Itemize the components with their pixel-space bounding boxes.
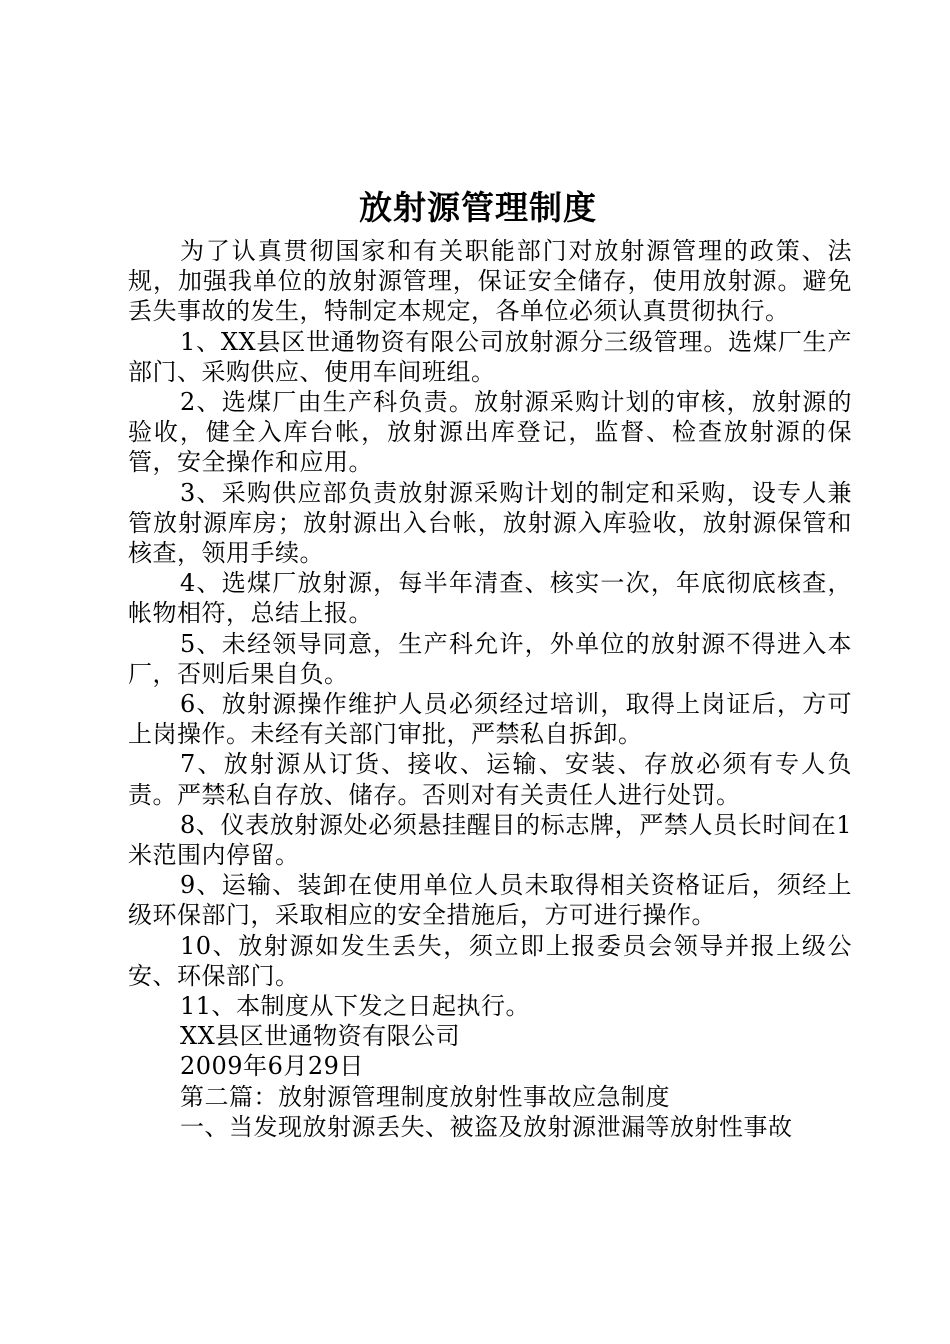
rule-paragraph-2: 2、选煤厂由生产科负责。放射源采购计划的审核，放射源的验收，健全入库台帐，放射源出库登记，监督、检查放射源的保管，安全操作和应用。: [128, 388, 852, 477]
company-signature: XX县区世通物资有限公司: [180, 1022, 461, 1051]
rule-paragraph-5: 5、未经领导同意，生产科允许，外单位的放射源不得进入本厂，否则后果自负。: [128, 629, 852, 688]
rule-paragraph-11: 11、本制度从下发之日起执行。: [180, 992, 531, 1021]
intro-paragraph: 为了认真贯彻国家和有关职能部门对放射源管理的政策、法规，加强我单位的放射源管理，保证安全储存，使用放射源。避免丢失事故的发生，特制定本规定，各单位必须认真贯彻执行。: [128, 237, 852, 326]
rule-paragraph-7: 7、放射源从订货、接收、运输、安装、存放必须有专人负责。严禁私自存放、储存。否则对有关责任人进行处罚。: [128, 750, 852, 809]
rule-paragraph-10: 10、放射源如发生丢失，须立即上报委员会领导并报上级公安、环保部门。: [128, 931, 852, 990]
rule-paragraph-6: 6、放射源操作维护人员必须经过培训，取得上岗证后，方可上岗操作。未经有关部门审批，严禁私自拆卸。: [128, 690, 852, 749]
rule-paragraph-1: 1、XX县区世通物资有限公司放射源分三级管理。选煤厂生产部门、采购供应、使用车间班组。: [128, 327, 852, 386]
rule-paragraph-8: 8、仪表放射源处必须悬挂醒目的标志牌，严禁人员长时间在1米范围内停留。: [128, 810, 852, 870]
issue-date: 2009年6月29日: [180, 1052, 364, 1081]
rule-paragraph-3: 3、采购供应部负责放射源采购计划的制定和采购，设专人兼管放射源库房；放射源出入台帐，放射源入库验收，放射源保管和核查，领用手续。: [128, 478, 852, 568]
part-two-first-line: 一、当发现放射源丢失、被盗及放射源泄漏等放射性事故: [180, 1112, 793, 1141]
part-two-heading: 第二篇：放射源管理制度放射性事故应急制度: [180, 1082, 670, 1111]
document-page: [128, 182, 852, 1142]
rule-paragraph-9: 9、运输、装卸在使用单位人员未取得相关资格证后，须经上级环保部门，采取相应的安全措施后，方可进行操作。: [128, 871, 852, 930]
document-title: 放射源管理制度: [359, 188, 597, 227]
rule-paragraph-4: 4、选煤厂放射源，每半年清查、核实一次，年底彻底核查，帐物相符，总结上报。: [128, 569, 852, 628]
